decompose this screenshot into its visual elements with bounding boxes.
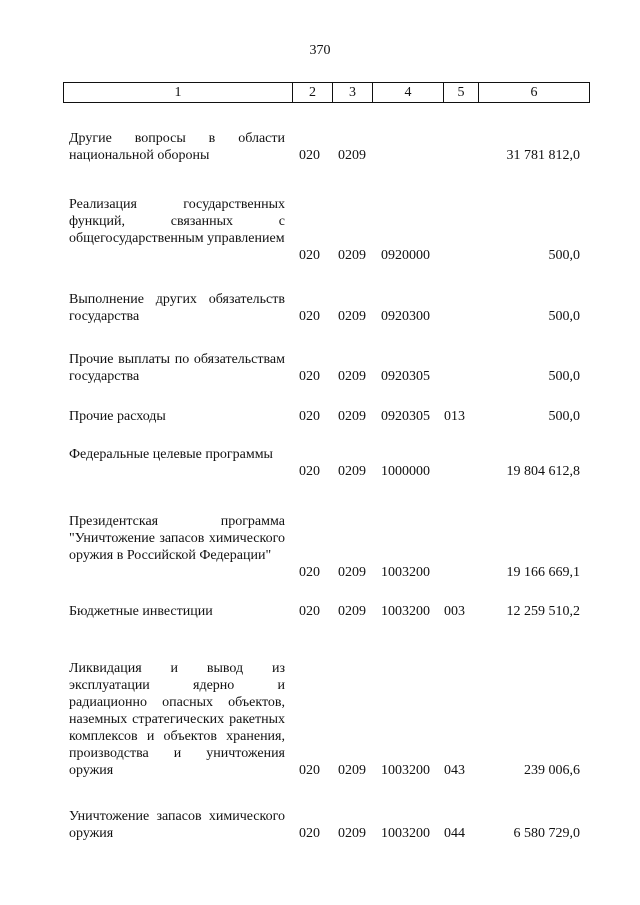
- table-row: [0, 660, 640, 779]
- row-description: Выполнение других обязательств государства: [69, 292, 285, 324]
- row-description: Прочие расходы: [69, 409, 166, 424]
- row-col-4: 0920305: [381, 409, 430, 424]
- row-col-4: 1003200: [381, 763, 430, 778]
- row-col-5: 044: [444, 826, 465, 841]
- row-col-5: 043: [444, 763, 465, 778]
- row-col-3: 0209: [338, 369, 366, 384]
- column-header-table: [63, 82, 590, 103]
- row-col-3: 0209: [338, 763, 366, 778]
- table-row: [0, 196, 640, 264]
- header-col-4: 4: [373, 83, 444, 103]
- row-col-4: 0920305: [381, 369, 430, 384]
- row-col-2: 020: [299, 409, 320, 424]
- row-col-6: 6 580 729,0: [513, 826, 580, 841]
- row-col-3: 0209: [338, 464, 366, 479]
- row-col-5: 013: [444, 409, 465, 424]
- row-col-2: 020: [299, 826, 320, 841]
- row-col-6: 31 781 812,0: [506, 148, 580, 163]
- row-col-3: 0209: [338, 409, 366, 424]
- row-col-4: 1003200: [381, 604, 430, 619]
- row-col-3: 0209: [338, 604, 366, 619]
- row-col-3: 0209: [338, 826, 366, 841]
- row-col-2: 020: [299, 604, 320, 619]
- table-row: [0, 291, 640, 325]
- row-col-2: 020: [299, 148, 320, 163]
- table-row: [0, 446, 640, 480]
- row-col-4: 0920300: [381, 309, 430, 324]
- row-col-2: 020: [299, 763, 320, 778]
- row-col-3: 0209: [338, 248, 366, 263]
- row-col-6: 500,0: [548, 409, 580, 424]
- row-description: Президентская программа "Уничтожение запасов химического оружия в Российской Федерации": [69, 514, 285, 563]
- row-col-6: 12 259 510,2: [506, 604, 580, 619]
- row-col-6: 19 804 612,8: [506, 464, 580, 479]
- row-description: Уничтожение запасов химического оружия: [69, 809, 285, 841]
- header-col-5: 5: [444, 83, 479, 103]
- table-row: [0, 603, 640, 620]
- table-row: [0, 513, 640, 581]
- row-col-2: 020: [299, 248, 320, 263]
- row-col-6: 500,0: [548, 369, 580, 384]
- row-description: Реализация государственных функций, связанных с общегосударственным управлением: [69, 197, 285, 246]
- row-col-3: 0209: [338, 309, 366, 324]
- row-col-4: 1000000: [381, 464, 430, 479]
- row-col-6: 239 006,6: [524, 763, 580, 778]
- row-col-6: 19 166 669,1: [506, 565, 580, 580]
- row-col-6: 500,0: [548, 309, 580, 324]
- table-row: [0, 130, 640, 164]
- row-col-2: 020: [299, 369, 320, 384]
- header-col-6: 6: [479, 83, 590, 103]
- row-col-2: 020: [299, 565, 320, 580]
- table-row: [0, 408, 640, 425]
- row-col-3: 0209: [338, 148, 366, 163]
- table-row: [0, 351, 640, 385]
- row-col-3: 0209: [338, 565, 366, 580]
- row-description: Ликвидация и вывод из эксплуатации ядерно и радиационно опасных объектов, наземных стратегических ракетных комплексов и объектов хранения, производства и уничтожения оружия: [69, 661, 285, 778]
- row-description: Бюджетные инвестиции: [69, 604, 213, 619]
- row-col-5: 003: [444, 604, 465, 619]
- header-col-3: 3: [333, 83, 373, 103]
- row-col-2: 020: [299, 464, 320, 479]
- row-col-2: 020: [299, 309, 320, 324]
- row-col-4: 1003200: [381, 565, 430, 580]
- table-row: [0, 808, 640, 842]
- row-col-4: 1003200: [381, 826, 430, 841]
- header-col-1: 1: [64, 83, 293, 103]
- row-description: Федеральные целевые программы: [69, 447, 273, 462]
- header-col-2: 2: [293, 83, 333, 103]
- row-description: Другие вопросы в области национальной обороны: [69, 131, 285, 163]
- row-description: Прочие выплаты по обязательствам государства: [69, 352, 285, 384]
- row-col-4: 0920000: [381, 248, 430, 263]
- row-col-6: 500,0: [548, 248, 580, 263]
- page-number: 370: [309, 43, 331, 58]
